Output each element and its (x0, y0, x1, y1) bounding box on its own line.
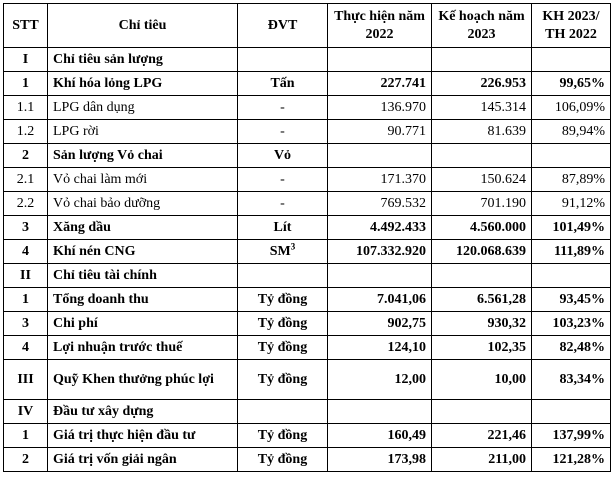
row-name: Vỏ chai làm mới (48, 168, 238, 192)
row-unit (238, 264, 328, 288)
row-stt: 2.2 (4, 192, 48, 216)
row-stt: I (4, 48, 48, 72)
row-name: Xăng dầu (48, 216, 238, 240)
table-row (4, 216, 611, 240)
production-plan-table (3, 3, 611, 472)
row-th2022: 769.532 (328, 192, 432, 216)
row-stt: IV (4, 400, 48, 424)
row-unit: Tỷ đồng (238, 360, 328, 400)
row-stt: 1 (4, 424, 48, 448)
row-ratio: 103,23% (532, 312, 611, 336)
table-row (4, 288, 611, 312)
row-ratio: 89,94% (532, 120, 611, 144)
row-th2022 (328, 144, 432, 168)
row-kh2023 (432, 144, 532, 168)
row-kh2023: 226.953 (432, 72, 532, 96)
row-name: Đầu tư xây dựng (48, 400, 238, 424)
row-name: LPG dân dụng (48, 96, 238, 120)
row-stt: 1 (4, 72, 48, 96)
row-stt: 4 (4, 240, 48, 264)
table-row (4, 96, 611, 120)
table-row (4, 336, 611, 360)
row-ratio (532, 400, 611, 424)
row-th2022: 12,00 (328, 360, 432, 400)
header-thuc-hien-2022: Thực hiện năm 2022 (328, 4, 432, 48)
row-stt: 2.1 (4, 168, 48, 192)
row-th2022: 124,10 (328, 336, 432, 360)
plan-table-container (3, 3, 611, 472)
row-kh2023: 221,46 (432, 424, 532, 448)
row-name: LPG rời (48, 120, 238, 144)
row-name: Chỉ tiêu sản lượng (48, 48, 238, 72)
row-th2022: 107.332.920 (328, 240, 432, 264)
row-stt: 4 (4, 336, 48, 360)
table-row (4, 400, 611, 424)
row-kh2023: 120.068.639 (432, 240, 532, 264)
row-name: Giá trị thực hiện đầu tư (48, 424, 238, 448)
row-ratio: 93,45% (532, 288, 611, 312)
table-row (4, 312, 611, 336)
table-row (4, 120, 611, 144)
row-name: Chỉ tiêu tài chính (48, 264, 238, 288)
row-kh2023: 930,32 (432, 312, 532, 336)
row-unit: Tỷ đồng (238, 424, 328, 448)
row-th2022: 902,75 (328, 312, 432, 336)
row-unit: - (238, 96, 328, 120)
row-th2022: 136.970 (328, 96, 432, 120)
header-stt: STT (4, 4, 48, 48)
row-stt: 2 (4, 144, 48, 168)
row-kh2023: 145.314 (432, 96, 532, 120)
table-header-row (4, 4, 611, 48)
table-row (4, 48, 611, 72)
row-name: Lợi nhuận trước thuế (48, 336, 238, 360)
row-stt: 1.2 (4, 120, 48, 144)
row-th2022 (328, 48, 432, 72)
table-row (4, 240, 611, 264)
row-ratio (532, 264, 611, 288)
row-th2022: 227.741 (328, 72, 432, 96)
row-name: Chi phí (48, 312, 238, 336)
row-stt: 1.1 (4, 96, 48, 120)
row-unit: Tỷ đồng (238, 336, 328, 360)
row-name: Khí nén CNG (48, 240, 238, 264)
row-ratio: 137,99% (532, 424, 611, 448)
row-stt: 1 (4, 288, 48, 312)
row-th2022: 7.041,06 (328, 288, 432, 312)
row-kh2023 (432, 264, 532, 288)
row-kh2023: 6.561,28 (432, 288, 532, 312)
row-kh2023: 10,00 (432, 360, 532, 400)
row-th2022: 4.492.433 (328, 216, 432, 240)
row-unit (238, 48, 328, 72)
table-row (4, 424, 611, 448)
header-ke-hoach-2023: Kế hoạch năm 2023 (432, 4, 532, 48)
header-ratio: KH 2023/ TH 2022 (532, 4, 611, 48)
row-th2022: 160,49 (328, 424, 432, 448)
header-chi-tieu: Chỉ tiêu (48, 4, 238, 48)
row-kh2023: 211,00 (432, 448, 532, 472)
row-unit: Tấn (238, 72, 328, 96)
unit-superscript: 3 (290, 240, 296, 251)
row-stt: II (4, 264, 48, 288)
row-kh2023: 150.624 (432, 168, 532, 192)
row-kh2023: 701.190 (432, 192, 532, 216)
row-th2022 (328, 400, 432, 424)
table-row (4, 264, 611, 288)
row-unit: Tỷ đồng (238, 448, 328, 472)
table-row (4, 448, 611, 472)
row-unit: - (238, 192, 328, 216)
row-th2022 (328, 264, 432, 288)
row-ratio: 106,09% (532, 96, 611, 120)
row-name: Quỹ Khen thưởng phúc lợi (48, 360, 238, 400)
row-kh2023 (432, 400, 532, 424)
row-unit: - (238, 168, 328, 192)
row-ratio (532, 48, 611, 72)
row-ratio: 111,89% (532, 240, 611, 264)
row-unit: Vỏ (238, 144, 328, 168)
row-stt: 2 (4, 448, 48, 472)
row-unit: Lít (238, 216, 328, 240)
row-name: Giá trị vốn giải ngân (48, 448, 238, 472)
row-unit (238, 400, 328, 424)
row-ratio: 99,65% (532, 72, 611, 96)
row-th2022: 171.370 (328, 168, 432, 192)
row-unit: - (238, 120, 328, 144)
row-kh2023: 102,35 (432, 336, 532, 360)
row-kh2023: 4.560.000 (432, 216, 532, 240)
row-ratio: 82,48% (532, 336, 611, 360)
row-stt: 3 (4, 312, 48, 336)
row-name: Sản lượng Vỏ chai (48, 144, 238, 168)
row-name: Khí hóa lỏng LPG (48, 72, 238, 96)
row-ratio: 91,12% (532, 192, 611, 216)
row-unit: SM (269, 243, 291, 259)
row-kh2023 (432, 48, 532, 72)
header-dvt: ĐVT (238, 4, 328, 48)
row-stt: III (4, 360, 48, 400)
row-name: Vỏ chai bảo dưỡng (48, 192, 238, 216)
row-unit: Tỷ đồng (238, 312, 328, 336)
table-row (4, 168, 611, 192)
row-unit-cell (238, 240, 328, 264)
row-th2022: 90.771 (328, 120, 432, 144)
row-name: Tổng doanh thu (48, 288, 238, 312)
row-kh2023: 81.639 (432, 120, 532, 144)
row-ratio: 101,49% (532, 216, 611, 240)
row-stt: 3 (4, 216, 48, 240)
table-row (4, 192, 611, 216)
table-row (4, 144, 611, 168)
row-th2022: 173,98 (328, 448, 432, 472)
table-row (4, 72, 611, 96)
row-ratio: 121,28% (532, 448, 611, 472)
row-ratio: 83,34% (532, 360, 611, 400)
table-row (4, 360, 611, 400)
row-ratio: 87,89% (532, 168, 611, 192)
row-unit: Tỷ đồng (238, 288, 328, 312)
row-ratio (532, 144, 611, 168)
